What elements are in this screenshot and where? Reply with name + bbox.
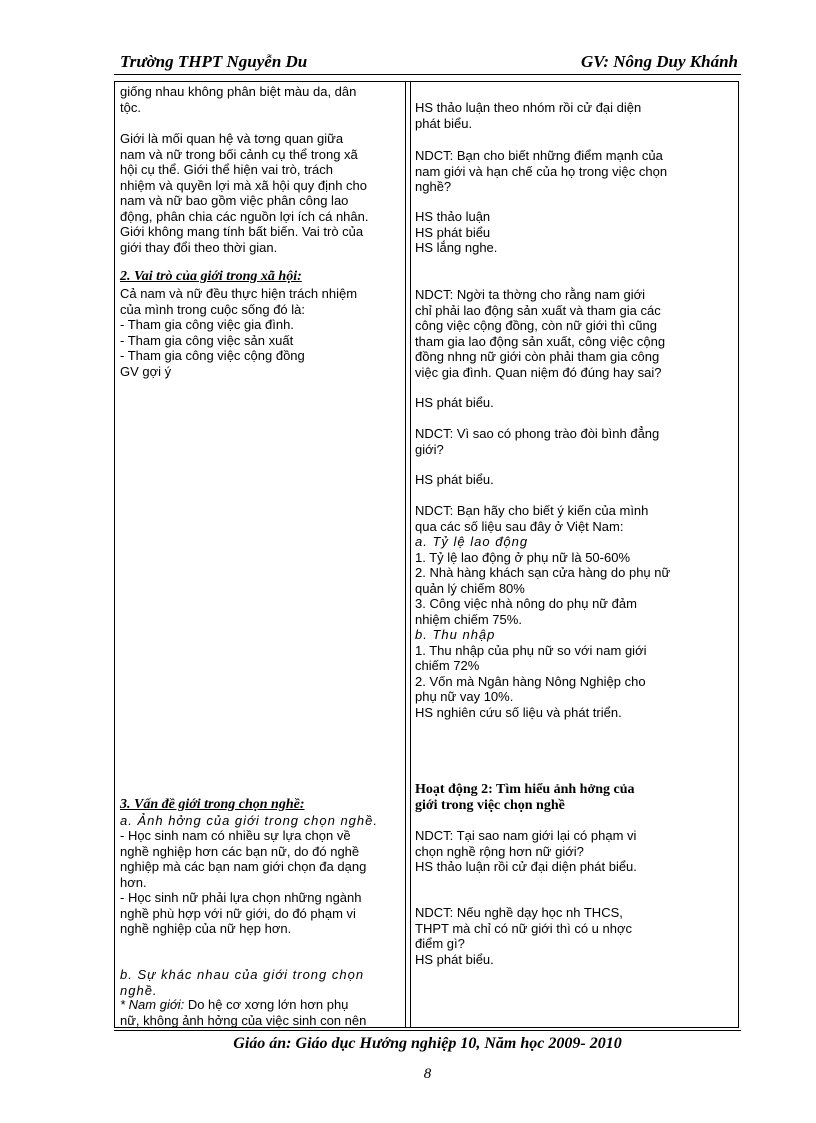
school-name: Trường THPT Nguyễn Du: [120, 52, 308, 71]
lesson-table: [114, 81, 739, 1028]
column-divider-left: [405, 82, 406, 1027]
left-para-1: giống nhau không phân biệt màu da, dân tộc.: [120, 84, 357, 115]
footer-text: Giáo án: Giáo dục Hướng nghiệp 10, Năm học 2009- 2010: [233, 1035, 622, 1052]
activity-column: [415, 82, 705, 1027]
right-para-7: HS phát biểu.: [415, 472, 494, 487]
right-para-4: NDCT: Ngời ta thờng cho rằng nam giới chỉ phải lao động sản xuất và tham gia các công việc cộng đồng, còn nữ giới thì cũng tham gia lao động sản xuất, công việc cộng đồng nhng nữ giới còn phải tham gia công việc gia đình. Quan niệm đó đúng hay sai?: [415, 287, 666, 380]
subsection-a: a. Ảnh hởng của giới trong chọn nghề.: [120, 813, 378, 828]
right-para-1: HS thảo luận theo nhóm rồi cử đại diện phát biểu.: [415, 100, 642, 131]
page-number: 8: [423, 1066, 432, 1082]
left-para-4: - Học sinh nam có nhiều sự lựa chọn về nghề nghiệp hơn các bạn nữ, do đó nghề nghiệp mà các bạn nam giới chọn đa dạng hơn. - Học sinh nữ phải lựa chọn những ngành nghề phù hợp với nữ giới, do đó phạm vi nghề nghiệp của nữ hẹp hơn.: [120, 828, 367, 936]
right-para-5: HS phát biểu.: [415, 395, 494, 410]
right-para-2: NDCT: Bạn cho biết những điểm mạnh của nam giới và hạn chế của họ trong việc chọn nghề?: [415, 148, 668, 194]
teacher-name: GV: Nông Duy Khánh: [581, 52, 738, 71]
footer-rule: [114, 1030, 741, 1031]
content-column: [120, 82, 400, 1027]
right-para-9: NDCT: Tại sao nam giới lại có phạm vi chọn nghề rộng hơn nữ giới? HS thảo luận rồi cử đại diện phát biểu.: [415, 828, 637, 874]
right-para-8: NDCT: Bạn hãy cho biết ý kiến của mình qua các số liệu sau đây ở Việt Nam: a. Tỷ lệ lao động 1. Tỷ lệ lao động ở phụ nữ là 50-60% 2. Nhà hàng khách sạn cửa hàng do phụ nữ quản lý chiếm 80% 3. Công việc nhà nông do phụ nữ đảm nhiệm chiếm 75%. b. Thu nhập 1. Thu nhập của phụ nữ so với nam giới chiếm 72% 2. Vốn mà Ngân hàng Nông Nghiệp cho phụ nữ vay 10%. HS nghiên cứu số liệu và phát triển.: [415, 503, 671, 720]
header-rule: [114, 74, 741, 75]
column-divider-right: [410, 82, 411, 1027]
page-header: [120, 52, 738, 74]
activity-2-heading: Hoạt động 2: Tìm hiểu ảnh hởng của giới trong việc chọn nghề: [415, 782, 635, 813]
left-para-5: * Nam giới: Do hệ cơ xơng lớn hơn phụ nữ, không ảnh hởng của việc sinh con nên: [120, 997, 367, 1028]
section-3-title: 3. Vấn đề giới trong chọn nghề:: [120, 797, 305, 812]
left-para-3: Cả nam và nữ đều thực hiện trách nhiệm của mình trong cuộc sống đó là: - Tham gia công việc gia đình. - Tham gia công việc sản xuất - Tham gia công việc cộng đồng GV gợi ý: [120, 286, 358, 379]
left-para-2: Giới là mối quan hệ và tơng quan giữa nam và nữ trong bối cảnh cụ thể trong xã hội cụ thể. Giới thể hiện vai trò, trách nhiệm và quyền lợi mà xã hội quy định cho nam và nữ bao gồm việc phân công lao động, phân chia các nguồn lợi ích cá nhân. Giới không mang tính bất biến. Vai trò của giới thay đổi theo thời gian.: [120, 131, 369, 255]
right-para-6: NDCT: Vì sao có phong trào đòi bình đẳng giới?: [415, 426, 660, 457]
section-2-title: 2. Vai trò của giới trong xã hội:: [120, 269, 302, 284]
right-para-3: HS thảo luận HS phát biểu HS lắng nghe.: [415, 209, 498, 255]
right-para-10: NDCT: Nếu nghề dạy học nh THCS, THPT mà chỉ có nữ giới thì có u nhợc điểm gì? HS phát biểu.: [415, 905, 632, 967]
subsection-b: b. Sự khác nhau của giới trong chọn nghề.: [120, 967, 365, 998]
